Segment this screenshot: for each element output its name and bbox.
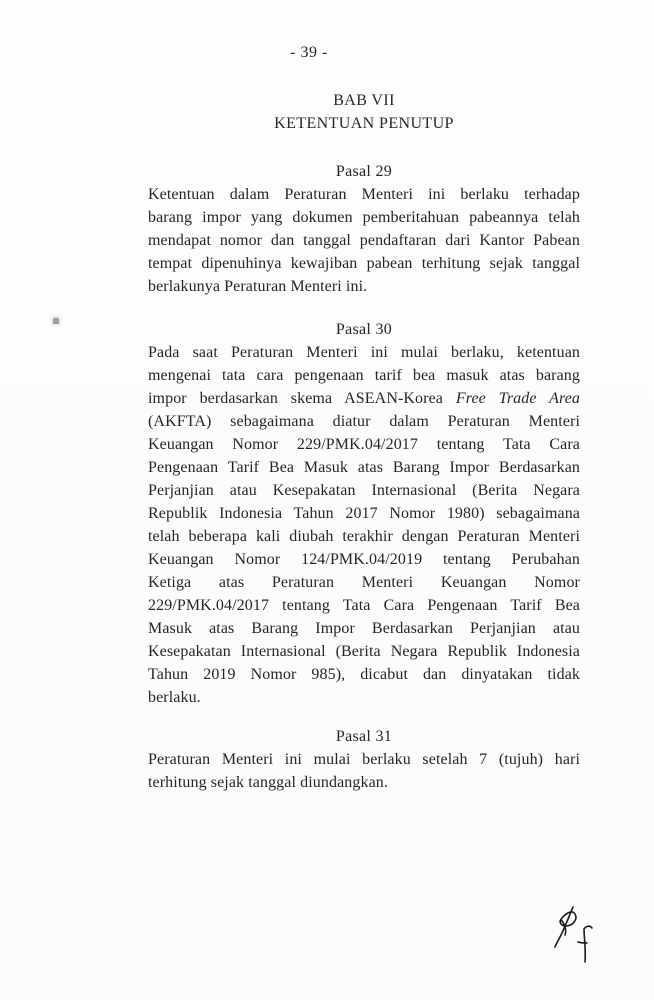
chapter-title: BAB VII — [333, 92, 395, 109]
article — [148, 318, 580, 709]
paragraph-line: Masuk atas Barang Impor Berdasarkan Perjanjian atau — [148, 620, 580, 637]
page-number: - 39 - — [290, 44, 328, 61]
paragraph-line: telah beberapa kali diubah terakhir dengan Peraturan Menteri — [148, 528, 580, 545]
paragraph-line: Keuangan Nomor 124/PMK.04/2019 tentang Perubahan — [148, 551, 580, 568]
paragraph-line: impor berdasarkan skema ASEAN-Korea Free Trade Area — [148, 390, 580, 407]
paragraph-line: mengenai tata cara pengenaan tarif bea masuk atas barang — [148, 367, 580, 384]
paragraph-line: Ketentuan dalam Peraturan Menteri ini berlaku terhadap — [148, 186, 580, 203]
article — [148, 725, 580, 794]
paragraph-line: Kesepakatan Internasional (Berita Negara Republik Indonesia — [148, 643, 580, 660]
paraf-stroke-tick — [578, 942, 587, 943]
paraf-stroke-vertical — [584, 926, 592, 962]
article-heading: Pasal 30 — [335, 321, 393, 338]
scan-speck — [53, 318, 59, 324]
chapter-heading-block — [148, 89, 580, 135]
paragraph-line: Republik Indonesia Tahun 2017 Nomor 1980) sebagaimana — [148, 505, 580, 522]
paragraph-line: Ketiga atas Peraturan Menteri Keuangan Nomor — [148, 574, 580, 591]
article-heading: Pasal 29 — [335, 163, 393, 180]
paragraph-line: barang impor yang dokumen pemberitahuan pabeannya telah — [148, 209, 580, 226]
paragraph-line: Peraturan Menteri ini mulai berlaku setelah 7 (tujuh) hari — [148, 751, 580, 768]
paragraph-line: Pada saat Peraturan Menteri ini mulai berlaku, ketentuan — [148, 344, 580, 361]
chapter-subtitle: KETENTUAN PENUTUP — [274, 115, 454, 132]
paragraph-line: 229/PMK.04/2017 tentang Tata Cara Pengenaan Tarif Bea — [148, 597, 580, 614]
paragraph-line: Tahun 2019 Nomor 985), dicabut dan dinyatakan tidak — [148, 666, 580, 683]
article-heading: Pasal 31 — [335, 728, 393, 745]
paragraph-line: berlakunya Peraturan Menteri ini. — [148, 278, 368, 295]
paragraph-line: (AKFTA) sebagaimana diatur dalam Peraturan Menteri — [148, 413, 580, 430]
paraf-stroke-diagonal — [555, 907, 573, 947]
paragraph-line: Keuangan Nomor 229/PMK.04/2017 tentang Tata Cara — [148, 436, 580, 453]
paragraph-line: Perjanjian atau Kesepakatan Internasional (Berita Negara — [148, 482, 580, 499]
paragraph-line: berlaku. — [148, 689, 201, 706]
paragraph-line: Pengenaan Tarif Bea Masuk atas Barang Impor Berdasarkan — [148, 459, 580, 476]
paraf-initial-mark — [548, 899, 598, 971]
paragraph-line: tempat dipenuhinya kewajiban pabean terhitung sejak tanggal — [148, 255, 580, 272]
paragraph-line: terhitung sejak tanggal diundangkan. — [148, 774, 388, 791]
article — [148, 160, 580, 298]
paragraph-line: mendapat nomor dan tanggal pendaftaran dari Kantor Pabean — [148, 232, 580, 249]
